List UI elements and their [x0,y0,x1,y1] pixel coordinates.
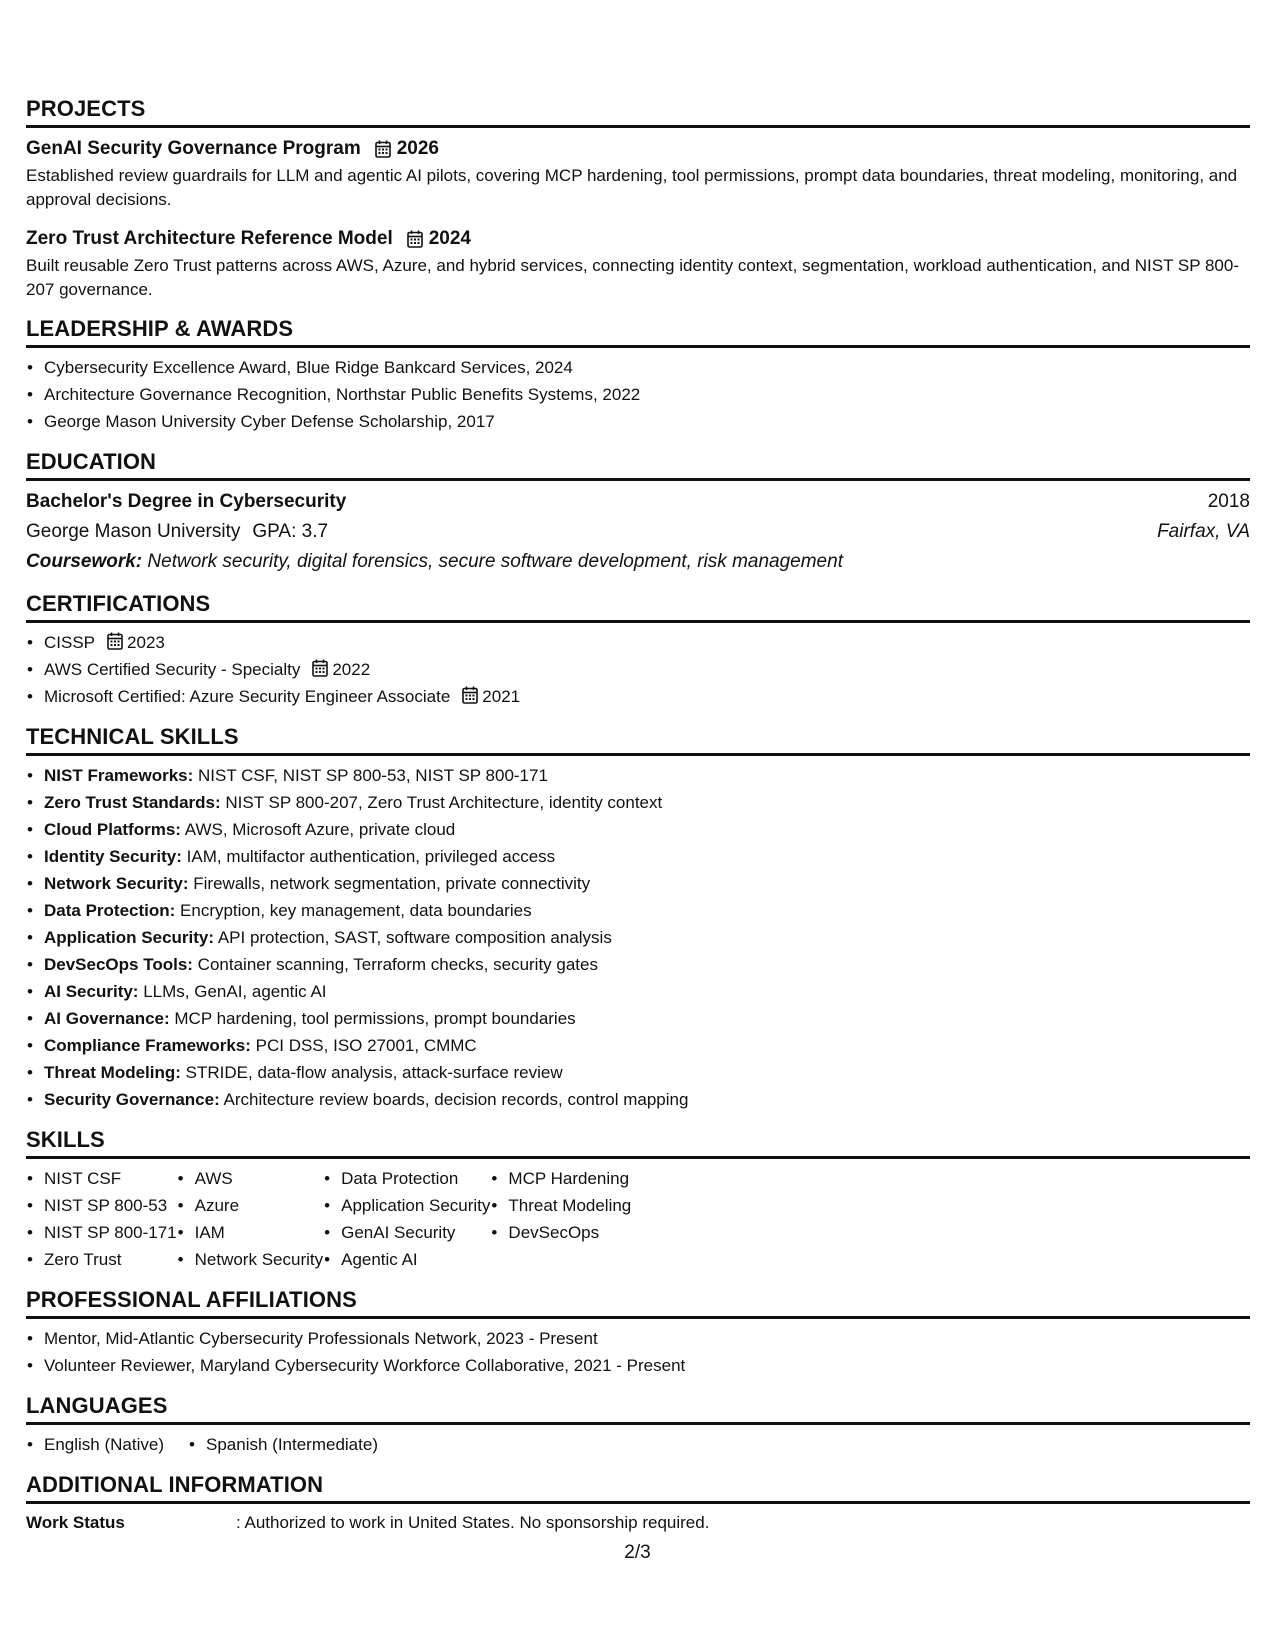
page-number: 2/3 [624,1542,651,1563]
cert-name: Microsoft Certified: Azure Security Engineer Associate [44,687,451,706]
skill-category: Security Governance: [44,1090,220,1109]
skill-values: STRIDE, data-flow analysis, attack-surface review [180,1063,563,1082]
list-item [26,683,1250,710]
cert-year: 2022 [332,660,371,679]
school-name: George Mason University [26,521,241,542]
skill-values: Architecture review boards, decision records, control mapping [219,1090,689,1109]
list-item [26,870,1250,897]
skill-values: AWS, Microsoft Azure, private cloud [180,820,456,839]
section-title: ADDITIONAL INFORMATION [26,1472,1250,1504]
certifications-list [26,629,1250,710]
list-item: • Volunteer Reviewer, Maryland Cybersecurity Workforce Collaborative, 2021 - Present [26,1352,1250,1379]
awards-list [26,354,1250,435]
cert-name: CISSP [44,633,96,652]
section-title: CERTIFICATIONS [26,591,1250,623]
skill-values: NIST SP 800-207, Zero Trust Architecture, identity context [220,793,663,812]
list-item: • AWS [177,1165,323,1192]
list-item [26,1032,1250,1059]
section-title: PROJECTS [26,96,1250,128]
affiliations-list [26,1325,1250,1379]
list-item: • GenAI Security [323,1219,490,1246]
projects-section [26,96,1250,302]
skill-values: Firewalls, network segmentation, private connectivity [188,874,591,893]
skill-values: Container scanning, Terraform checks, security gates [192,955,598,974]
project-header [26,134,1250,164]
skill-category: Identity Security: [44,847,182,866]
info-row [26,1510,1250,1536]
list-item: • Agentic AI [323,1246,490,1273]
project-year: 2024 [428,228,472,249]
skill-category: AI Governance: [44,1009,170,1028]
list-item [26,656,1250,683]
school-location: Fairfax, VA [1157,521,1250,542]
list-item: • Threat Modeling [490,1192,631,1219]
skills-grid [26,1165,1250,1273]
skill-category: Compliance Frameworks: [44,1036,251,1055]
list-item [26,843,1250,870]
calendar-icon [312,659,328,677]
languages-section [26,1393,1250,1458]
list-item: • Network Security [177,1246,323,1273]
skill-category: Zero Trust Standards: [44,793,221,812]
cert-year: 2021 [482,687,521,706]
degree-name: Bachelor's Degree in Cybersecurity [26,491,347,512]
project-year: 2026 [396,138,440,159]
skill-category: Threat Modeling: [44,1063,181,1082]
skills-column [323,1165,490,1273]
affiliations-section [26,1287,1250,1379]
skills-column [177,1165,323,1273]
skill-category: Cloud Platforms: [44,820,181,839]
project-item [26,134,1250,212]
project-description: Established review guardrails for LLM and agentic AI pilots, covering MCP hardening, tool permissions, prompt data boundaries, threat modeling, monitoring, and approval decisions. [26,166,1238,209]
list-item [26,924,1250,951]
list-item [26,951,1250,978]
list-item: • Application Security [323,1192,490,1219]
coursework-label: Coursework: [26,551,143,572]
list-item: • MCP Hardening [490,1165,631,1192]
list-item: • NIST SP 800-171 [26,1219,177,1246]
skills-section [26,1127,1250,1273]
skill-values: NIST CSF, NIST SP 800-53, NIST SP 800-171 [193,766,548,785]
list-item [26,1005,1250,1032]
certifications-section [26,591,1250,710]
calendar-icon [462,686,478,704]
list-item: • Zero Trust [26,1246,177,1273]
skill-values: LLMs, GenAI, agentic AI [138,982,327,1001]
education-school-row [26,517,1250,547]
skill-values: IAM, multifactor authentication, privileged access [181,847,556,866]
skill-values: MCP hardening, tool permissions, prompt boundaries [169,1009,576,1028]
skills-column [490,1165,631,1273]
education-header [26,487,1250,517]
list-item [26,1086,1250,1113]
list-item: • Architecture Governance Recognition, Northstar Public Benefits Systems, 2022 [26,381,1250,408]
section-title: PROFESSIONAL AFFILIATIONS [26,1287,1250,1319]
list-item [26,1059,1250,1086]
list-item [26,629,1250,656]
gpa: GPA: 3.7 [252,521,329,542]
list-item: • NIST CSF [26,1165,177,1192]
list-item: • Mentor, Mid-Atlantic Cybersecurity Professionals Network, 2023 - Present [26,1325,1250,1352]
education-section [26,449,1250,577]
project-item [26,224,1250,302]
technical-skills-list [26,762,1250,1113]
skill-category: AI Security: [44,982,139,1001]
list-item [26,978,1250,1005]
section-title: TECHNICAL SKILLS [26,724,1250,756]
list-item: • Data Protection [323,1165,490,1192]
resume-page [26,96,1250,1550]
section-title: SKILLS [26,1127,1250,1159]
languages-list [26,1431,1250,1458]
skill-category: NIST Frameworks: [44,766,194,785]
calendar-icon [375,140,391,158]
skill-category: DevSecOps Tools: [44,955,193,974]
list-item: • Spanish (Intermediate) [188,1431,378,1458]
list-item: • Azure [177,1192,323,1219]
additional-info-section [26,1472,1250,1536]
skill-values: API protection, SAST, software composition analysis [214,928,612,947]
list-item: • DevSecOps [490,1219,631,1246]
project-name: Zero Trust Architecture Reference Model [26,228,393,249]
graduation-year: 2018 [1207,491,1250,512]
list-item: • George Mason University Cyber Defense Scholarship, 2017 [26,408,1250,435]
list-item: • Cybersecurity Excellence Award, Blue Ridge Bankcard Services, 2024 [26,354,1250,381]
section-title: LEADERSHIP & AWARDS [26,316,1250,348]
section-title: EDUCATION [26,449,1250,481]
skill-values: Encryption, key management, data boundaries [175,901,532,920]
section-title: LANGUAGES [26,1393,1250,1425]
list-item: • IAM [177,1219,323,1246]
project-header [26,224,1250,254]
project-name: GenAI Security Governance Program [26,138,361,159]
list-item [26,789,1250,816]
list-item: • NIST SP 800-53 [26,1192,177,1219]
project-description: Built reusable Zero Trust patterns across AWS, Azure, and hybrid services, connecting identity context, segmentation, workload authentication, and NIST SP 800-207 governance. [26,256,1239,299]
cert-year: 2023 [127,633,165,652]
skills-column [26,1165,177,1273]
coursework-text: Network security, digital forensics, secure software development, risk management [142,551,843,572]
skill-category: Data Protection: [44,901,176,920]
info-value: : Authorized to work in United States. No sponsorship required. [236,1513,710,1532]
coursework [26,547,1250,577]
skill-category: Network Security: [44,874,189,893]
calendar-icon [407,230,423,248]
skill-category: Application Security: [44,928,215,947]
list-item: • English (Native) [26,1431,164,1458]
leadership-section [26,316,1250,435]
skill-values: PCI DSS, ISO 27001, CMMC [250,1036,477,1055]
technical-skills-section [26,724,1250,1113]
cert-name: AWS Certified Security - Specialty [44,660,301,679]
list-item [26,762,1250,789]
list-item [26,897,1250,924]
list-item [26,816,1250,843]
info-key: Work Status [26,1513,125,1532]
calendar-icon [107,632,123,650]
